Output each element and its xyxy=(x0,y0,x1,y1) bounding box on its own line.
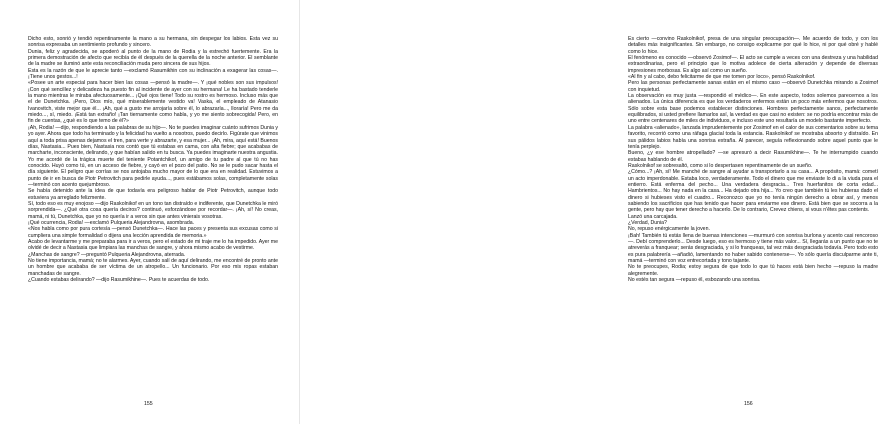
paragraph: Raskolnikof se sobresaltó, como si lo despertasen repentinamente de un sueño. xyxy=(628,162,813,169)
paragraph: ¡Ah, Rodia! —dijo, respondiendo a las palabras de su hijo—. No te puedes imaginar cuánto sufrimos Dunia y yo ayer. Ahora que todo ha terminado y la felicidad ha vuelto a nosotros, puedo decirlo. Figúrate que vinimos aquí a toda prisa apenas dejamos el tren, para verte y abrazarte, y esa mujer... ¡Ah, mira, aquí está! Buenos días, Nastasia... Pues bien, Nastasia nos contó que tú estabas en cama, con alta fiebre; que acababas de marcharte, inconsciente, delirando, y que habían salido en tu busca. Ya puedes imaginarte nuestra angustia. Yo me acordé de la trágica muerte del teniente Potantchikof, un amigo de tu padre al que tú no has conocido. Huyó como tú, en un acceso de fiebre, y cayó en el pozo del patio. No se le pudo sacar hasta el día siguiente. El peligro que corrías se nos antojaba mucho mayor de lo que era en realidad. Estuvimos a punto de ir en busca de Piotr Petrovitch para pedirle ayuda..., pues estábamos solas, completamente solas —terminó con acento quejumbroso. xyxy=(28,124,278,188)
right-page-text xyxy=(628,36,878,283)
paragraph: «Posee un arte especial para hacer bien las cosas —pensó la madre—. Y ¡qué nobles son sus impulsos! ¡Con qué sencillez y delicadeza ha puesto fin al incidente de ayer con su hermana! Le ha bastado tenderle la mano mientras le miraba afectuosamente... ¡Qué ojos tiene! Todo su rostro es hermoso. Incluso más que el de Dunetchka. ¡Pero, Dios mío, qué miserablemente vestido va! Vaska, el empleado de Atanasio Ivanovitch, viste mejor que él... ¡Ah, qué a gusto me arrojaría sobre él, lo abrazaría..., lloraría! Pero me da miedo..., sí, miedo. ¡Está tan extraño! ¡Tan tiernamente como habla, y yo me siento sobrecogida! Pero, en fin de cuentas, ¿qué es lo que temo de él?» xyxy=(28,80,278,125)
left-page-text xyxy=(28,36,278,283)
paragraph: ¿Cómo...? ¡Ah, sí! Me manché de sangre al ayudar a transportarlo a su casa... A propósito, mamá: cometí un acto imperdonable. Estaba loco, verdaderamente. Todo el dinero que me enviaste lo di a la viuda para el entierro. Está enferma del pecho... Una verdadera desgracia... Tres huerfanitos de corta edad... Hambrientos... No hay nada en la casa... Ha dejado otra hija... Yo creo que también tú les hubieras dado el dinero si hubieses visto el cuadro... Reconozco que yo no tenía ningún derecho a obrar así, y menos sabiendo los sacrificios que has tenido que hacer para enviarme ese dinero. Está bien que se socorra a la gente, pero hay que tener derecho a hacerlo. De lo contrario, Crevez chiens, si vous n'êtes pas contents. xyxy=(628,169,878,214)
left-page xyxy=(0,0,300,424)
paragraph: No tiene importancia, mamá; no te alarmes. Ayer, cuando salí de aquí delirando, me encontré de pronto ante un hombre que acababa de ser víctima de un atropello... Un funcionario. Por eso mis ropas estaban manchadas de sangre. xyxy=(28,258,278,277)
right-page xyxy=(300,0,878,424)
page-number: 155 xyxy=(144,401,153,407)
paragraph: «Al fin y al cabo, debo felicitarme de que me tomen por loco», pensó Raskolnikof. xyxy=(628,74,816,81)
paragraph: Es cierto —convino Raskolnikof, presa de una singular preocupación—. Me acuerdo de todo, y con los detalles más insignificantes. Sin embargo, no consigo explicarme por qué lo hice, ni por qué obré y hablé como lo hice. xyxy=(628,36,878,55)
paragraph: Dunia, feliz y agradecida, se apoderó al punto de la mano de Rodia y la estrechó fuertemente. Era la primera demostración de afecto que recibía de él después de la querella de la noche anterior. El semblante de la madre se iluminó ante esta reconciliación muda pero sincera de sus hijos. xyxy=(28,48,278,68)
paragraph: Dicho esto, sonrió y tendió repentinamente la mano a su hermana, sin despegar los labios. Esta vez su sonrisa expresaba un sentimiento profundo y sincero. xyxy=(28,36,278,49)
paragraph: ¡Bah! También tú estás llena de buenas intenciones —murmuró con sonrisa burlona y acento casi rencoroso—. Debí comprenderlo... Desde luego, eso es hermoso y tiene más valor... Sí, llegarás a un punto que no te atreverás a franquear; serás desgraciada, y si lo franqueas, tal vez más desgraciada todavía. Pero todo esto es pura palabrería —añadió, lamentando no haber sabido contenerse—. Yo sólo quería disculparme ante ti, mamá —terminó con voz entrecortada y tono tajante. xyxy=(628,232,878,265)
paragraph: La palabra «alienado», lanzada imprudentemente por Zosimof en el calor de sus comentarios sobre su tema favorito, recorrió como una ráfaga glacial toda la estancia. Raskolnikof se mostraba absorto y distraído. En sus pálidos labios había una sonrisa extraña. Al parecer, seguía reflexionando sobre aquel punto que le tenía perplejo. xyxy=(628,124,878,150)
paragraph: Se había detenido ante la idea de que todavía era peligroso hablar de Piotr Petrovitch, aunque todo estuviera ya arreglado felizmente. xyxy=(28,188,278,201)
page-number: 156 xyxy=(744,401,753,407)
paragraph: ¿Manchas de sangre? —preguntó Pulqueria Alejandrovna, aterrada. xyxy=(28,251,186,258)
paragraph: La observación es muy justa —respondió el médico—. En este aspecto, todos solemos parecernos a los alienados. La única diferencia es que los verdaderos enfermos están un poco más enfermos que nosotros. Sólo sobre esta base podemos establecer distinciones. Hombres perfectamente sanos, perfectamente equilibrados, si usted prefiere llamarlos así, la verdad es que casi no existen: se no podría encontrar más de uno entre centenares de miles de individuos, e incluso este uno resultaría un modelo bastante imperfecto. xyxy=(628,93,878,125)
paragraph: Sí, todo eso es muy enojoso —dijo Raskolnikof en un tono tan distraído e indiferente, que Dunetchka le miró sorprendida—. ¿Qué otra cosa quería deciros? continuó, esforzándose por recordar—. ¡Ah, sí! No creas, mamá, ni tú, Dunetchka, que yo no quería ir a veros sin que antes vinierais vosotras. xyxy=(28,200,278,220)
paragraph: Bueno, ¿y ese hombre atropellado? —se apresuró a decir Rasumikhine—. Te he interrumpido cuando estabas hablando de él. xyxy=(628,150,878,163)
paragraph: No estés tan segura —repuso él, esbozando una sonrisa. xyxy=(628,277,761,284)
paragraph: Esta es la razón de que le aprecie tanto —exclamó Rasumikhin con su inclinación a exagerar las cosas—. ¡Tiene unos gestos...! xyxy=(28,67,278,81)
paragraph: ¡Qué ocurrencia, Rodia! —exclamó Pulqueria Alejandrovna, asombrada. xyxy=(28,219,195,226)
paragraph: No, repuso enérgicamente la joven. xyxy=(628,226,710,233)
paragraph: No te preocupes, Rodia; estoy segura de que todo lo que tú haces está bien hecho —repuso la madre alegremente. xyxy=(628,264,878,277)
paragraph: El fenómeno es conocido —observó Zosimof—. El acto se cumple a veces con una destreza y una habilidad extraordinarias, pero el principio que lo motiva adolece de cierta alteración y depende de diversas impresiones morbosas. Es algo así como un sueño. xyxy=(628,55,878,74)
paragraph: ¿Cuando estabas delirando? —dijo Rasumikhine—. Pues te acuerdas de todo. xyxy=(28,277,210,284)
paragraph: Pero las personas perfectamente sanas están en el mismo caso —observó Dunetchka mirando a Zosimof con inquietud. xyxy=(628,80,878,93)
paragraph: Acabo de levantarme y me preparaba para ir a veros, pero el estado de mi traje me lo ha impedido. Ayer me olvidé de decir a Nastasia que limpiara las manchas de sangre, y ahora mismo acabo de vestirme. xyxy=(28,239,278,252)
paragraph: Lanzó una carcajada. xyxy=(628,213,678,220)
paragraph: «Nos habla como por pura cortesía —pensó Dunetchka—. Hace las paces y presenta sus excusas como si cumpliera una simple formalidad o dijera una lección aprendida de memoria.» xyxy=(28,226,278,239)
paragraph: ¿Verdad, Dunia? xyxy=(628,219,667,226)
